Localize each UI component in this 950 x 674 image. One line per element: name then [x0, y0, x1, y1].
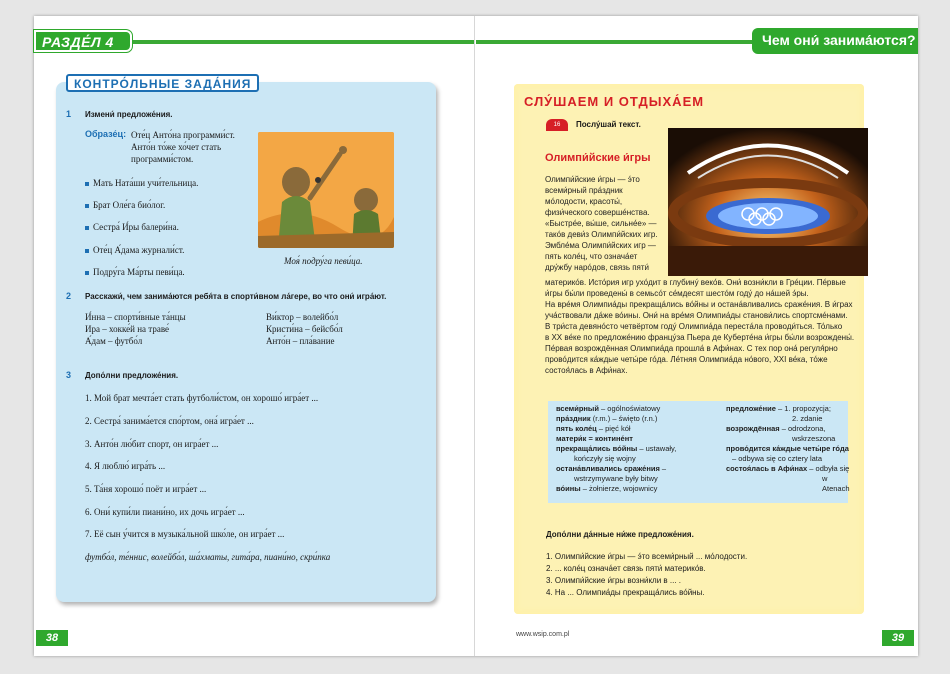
bullet-icon	[85, 226, 89, 230]
vocab-entry: – odbywa się co cztery lata	[732, 454, 823, 463]
list-item: Ира – хокке́й на траве́	[85, 324, 170, 334]
task-item: 1. Олимпи́йские и́гры — э́то всеми́рный ... мо́лодости.	[546, 552, 748, 561]
sentence-item: 2. Сестра́ занима́ется спо́ртом, она́ игра́ет ...	[85, 416, 254, 426]
list-item: А́дам – футбо́л	[85, 336, 143, 346]
vocab-entry: во́ины – żołnierze, wojownicy	[556, 484, 658, 493]
exercise-1-title: Измени́ предложе́ния.	[85, 110, 173, 119]
list-item: Кристи́на – бейсбо́л	[266, 324, 343, 334]
page-number-right: 39	[882, 630, 914, 646]
article-text-wide: материко́в. Исто́рия игр ухо́дит в глубину́ веко́в. Они́ возни́кли в Гре́ции. Пе́рвые и́гры бы́ли проведены́ в семьсо́т се́мдесят шесто́м году́ до на́шей э́ры. На вре́мя Олимпиа́ды прекраща́лись во́йны и остана́вливались сраже́ния. В и́грах уча́ствовали да́же во́ины. Они́ на вре́мя Олимпиа́ды станови́лись спортсме́нами. В три́ста девяно́сто четвёртом году́ Олимпиа́да переста́ла проводи́ться. То́лько в XX ве́ке по предложе́нию францу́за Пьера де Куберте́на и́гры бы́ли возрождены́. Пе́рвая возрождённая Олимпиа́да прошла́ в Афи́нах. С тех пор она́ регуля́рно прово́дится ка́ждые четы́ре го́да. Ле́тняя Олимпиа́да но́вого, XXI ве́ка, то́же состоя́лась в Афи́нах.	[545, 278, 855, 375]
vocab-entry: пять коле́ц – pięć kół	[556, 424, 631, 433]
listen-instruction: Послу́шай текст.	[576, 120, 641, 129]
exercise-2-number: 2	[66, 291, 72, 301]
vocab-entry: 2. zdanie	[792, 414, 823, 423]
vocabulary-left	[556, 404, 716, 494]
vocab-entry: kończyły się wojny	[574, 454, 636, 463]
top-rule-right	[476, 40, 752, 44]
article-text-narrow: Олимпи́йские и́гры — э́то всеми́рный пра́здник мо́лодости, красоты́, физи́ческого соверше́нства. «Быстре́е, вы́ше, сильне́е» — тако́в деви́з Олимпи́йских игр. Эмбле́ма Олимпи́йских игр — пять коле́ц, что означа́ет дру́жбу наро́дов, связь пяти́	[545, 175, 658, 272]
page-divider	[474, 16, 475, 656]
vocabulary-right	[726, 404, 856, 494]
publisher-url[interactable]: www.wsip.com.pl	[516, 631, 570, 638]
sentence-item: 7. Её сын у́чится в музыка́льной шко́ле, он игра́ет ...	[85, 529, 285, 539]
vocab-entry: пра́здник (r.m.) – święto (r.n.)	[556, 414, 658, 423]
vocab-entry: возрождённая – odrodzona,	[726, 424, 826, 433]
list-item: Мать Ната́ши учи́тельница.	[85, 178, 198, 188]
vocab-entry: прово́дится ка́ждые четы́ре го́да	[726, 444, 849, 453]
model-text: Оте́ц Анто́на программи́ст. Анто́н то́же хо́чет стать программи́стом.	[131, 130, 235, 164]
exercises-heading: КОНТРО́ЛЬНЫЕ ЗАДА́НИЯ	[66, 74, 259, 92]
vocab-entry: всеми́рный – ogólnoświatowy	[556, 404, 661, 413]
sentence-item: 6. Они́ купи́ли пиани́но, их дочь игра́ет ...	[85, 507, 245, 517]
vocab-entry: матери́к = контине́нт	[556, 434, 633, 443]
task-item: 4. На ... Олимпиа́ды прекраща́лись во́йны.	[546, 588, 705, 597]
page-number-left: 38	[36, 630, 68, 646]
stadium-photo	[668, 128, 868, 276]
sport-list-right	[266, 311, 343, 347]
exercise-2-title: Расскажи́, чем занима́ются ребя́та в спорти́вном ла́гере, во что они́ игра́ют.	[85, 292, 387, 301]
bullet-icon	[85, 271, 89, 275]
article-title: Олимпи́йские и́гры	[545, 152, 651, 164]
sentence-item: 3. Анто́н лю́бит спорт, он игра́ет ...	[85, 439, 219, 449]
vocab-entry: состоя́лась в Афи́нах – odbyła się	[726, 464, 850, 473]
listening-heading: СЛУ́ШАЕМ И ОТДЫХА́ЕМ	[524, 94, 705, 109]
bullet-icon	[85, 249, 89, 253]
bullet-icon	[85, 204, 89, 208]
list-item: И́нна – спорти́вные та́нцы	[85, 312, 186, 322]
list-item: Сестра́ И́ры балери́на.	[85, 222, 179, 232]
sport-list-left	[85, 311, 186, 347]
vocab-entry: wstrzymywane były bitwy	[574, 474, 658, 483]
sentence-item: 5. Та́ня хорошо́ поёт и игра́ет ...	[85, 484, 207, 494]
vocab-entry: w Atenach	[822, 474, 850, 493]
vocab-entry: wskrzeszona	[792, 434, 836, 443]
exercise-3-title: Допо́лни предложе́ния.	[85, 371, 179, 380]
word-bank: футбо́л, те́ннис, волейбо́л, ша́хматы, гита́ра, пиани́но, скри́пка	[85, 552, 331, 562]
sentence-item: 1. Мой брат мечта́ет стать футболи́стом, он хорошо́ игра́ет ...	[85, 393, 319, 403]
list-item: Оте́ц А́дама журнали́ст.	[85, 245, 184, 255]
model-label: Образе́ц:	[85, 129, 127, 139]
list-item: Анто́н – пла́вание	[266, 336, 335, 346]
top-rule-left	[130, 40, 474, 44]
sentence-item: 4. Я люблю́ игра́ть ...	[85, 461, 166, 471]
bullet-icon	[85, 182, 89, 186]
audio-track-icon[interactable]: 16	[546, 119, 568, 131]
task-item: 2. ... коле́ц означа́ет связь пяти́ материко́в.	[546, 564, 706, 573]
exercise-3-number: 3	[66, 370, 72, 380]
vocab-entry: предложе́ние – 1. propozycja;	[726, 404, 831, 413]
task-title: Допо́лни да́нные ни́же предложе́ния.	[546, 530, 694, 539]
vocab-entry: остана́вливались сраже́ния –	[556, 464, 667, 473]
section-tab: РАЗДЕ́Л 4	[34, 30, 132, 52]
list-item: Подру́га Ма́рты певи́ца.	[85, 267, 185, 277]
exercise-1-number: 1	[66, 109, 72, 119]
chapter-title: Чем они́ занима́ются?	[752, 28, 918, 54]
task-item: 3. Олимпи́йские и́гры возни́кли в ... .	[546, 576, 681, 585]
singer-illustration	[258, 132, 394, 248]
vocab-entry: прекраща́лись во́йны – ustawały,	[556, 444, 677, 453]
picture-caption: Моя́ подру́га певи́ца.	[284, 256, 363, 266]
list-item: Брат Оле́га био́лог.	[85, 200, 165, 210]
list-item: Ви́ктор – волейбо́л	[266, 312, 339, 322]
